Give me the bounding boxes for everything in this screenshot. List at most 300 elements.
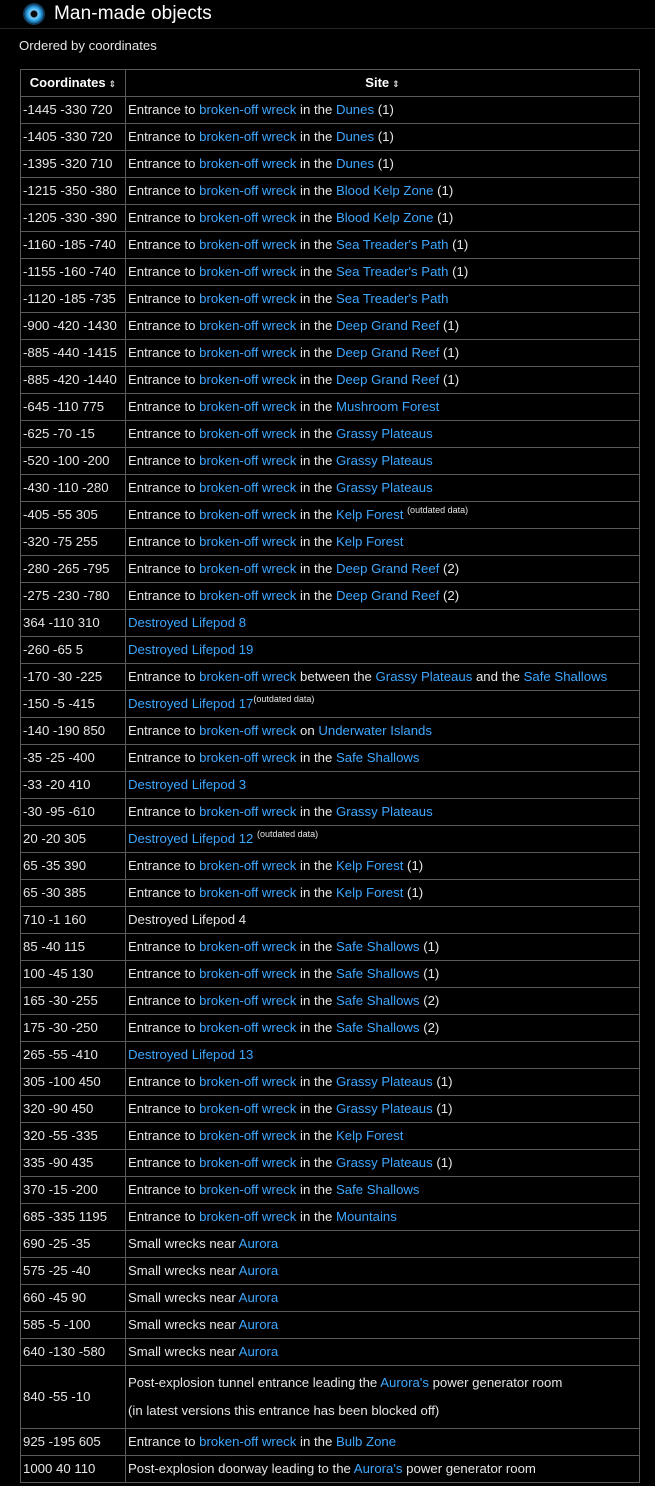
site-text: in the: [296, 1020, 336, 1035]
site-text: in the: [296, 507, 336, 522]
table-row: [21, 259, 640, 286]
site-text: (1): [432, 1074, 453, 1089]
site-cell: [126, 1366, 640, 1429]
coordinates-cell: 925 -195 605: [21, 1429, 126, 1456]
site-link[interactable]: Deep Grand Reef: [335, 372, 440, 387]
site-link[interactable]: Kelp Forest: [335, 507, 404, 522]
site-text: Entrance to: [128, 129, 200, 144]
site-link[interactable]: Aurora: [238, 1290, 279, 1305]
site-cell: [126, 1285, 640, 1312]
outdated-data-note: (outdated data): [407, 505, 469, 515]
site-link[interactable]: broken-off wreck: [199, 1101, 297, 1116]
site-text: in the: [296, 1101, 336, 1116]
site-column-header[interactable]: [126, 70, 640, 97]
site-link[interactable]: Blood Kelp Zone: [335, 183, 434, 198]
sort-description: Ordered by coordinates: [19, 38, 157, 53]
site-cell: [126, 934, 640, 961]
table-row: [21, 853, 640, 880]
coordinates-cell: -1205 -330 -390: [21, 205, 126, 232]
table-row: [21, 1429, 640, 1456]
coordinates-cell: -33 -20 410: [21, 772, 126, 799]
site-link[interactable]: Destroyed Lifepod 8: [128, 615, 247, 630]
page-title: Man-made objects: [54, 3, 212, 24]
site-link[interactable]: Kelp Forest: [335, 534, 404, 549]
site-link[interactable]: broken-off wreck: [199, 588, 297, 603]
table-row: [21, 1231, 640, 1258]
site-cell: [126, 286, 640, 313]
site-link[interactable]: Dunes: [335, 156, 375, 171]
coordinates-header-label: Coordinates: [29, 74, 106, 90]
site-text: Entrance to: [128, 264, 200, 279]
table-row: [21, 691, 640, 718]
site-text: in the: [296, 966, 336, 981]
site-link[interactable]: Grassy Plateaus: [335, 453, 433, 468]
site-cell: [126, 1150, 640, 1177]
site-link[interactable]: Underwater Islands: [318, 723, 432, 738]
site-text: Destroyed Lifepod 4: [128, 912, 247, 927]
site-cell: [126, 1015, 640, 1042]
site-cell: [126, 1456, 640, 1483]
site-link[interactable]: Grassy Plateaus: [335, 804, 433, 819]
coordinates-cell: -35 -25 -400: [21, 745, 126, 772]
table-row: [21, 178, 640, 205]
table-row: [21, 151, 640, 178]
site-link[interactable]: Safe Shallows: [335, 966, 420, 981]
table-row: [21, 367, 640, 394]
table-row: [21, 232, 640, 259]
site-text: (1): [448, 264, 469, 279]
site-text: (1): [432, 1101, 453, 1116]
site-text: (1): [448, 237, 469, 252]
site-link[interactable]: broken-off wreck: [199, 1182, 297, 1197]
site-text: Small wrecks near: [128, 1290, 239, 1305]
site-cell: [126, 610, 640, 637]
site-link[interactable]: Sea Treader's Path: [335, 264, 449, 279]
site-cell: [126, 718, 640, 745]
site-link[interactable]: broken-off wreck: [199, 237, 297, 252]
site-link[interactable]: broken-off wreck: [199, 129, 297, 144]
site-text: in the: [296, 804, 336, 819]
site-text: power generator room: [402, 1461, 536, 1476]
site-text: (1): [374, 129, 394, 144]
site-cell: [126, 232, 640, 259]
site-link[interactable]: Deep Grand Reef: [335, 318, 440, 333]
site-text: Post-explosion doorway leading to the: [128, 1461, 354, 1476]
site-link[interactable]: Bulb Zone: [335, 1434, 397, 1449]
site-link[interactable]: Grassy Plateaus: [335, 1101, 433, 1116]
coordinates-cell: 320 -90 450: [21, 1096, 126, 1123]
site-cell: [126, 556, 640, 583]
site-text: in the: [296, 156, 336, 171]
site-link[interactable]: Aurora: [238, 1317, 279, 1332]
site-cell: [126, 1096, 640, 1123]
site-link[interactable]: broken-off wreck: [199, 534, 297, 549]
site-link[interactable]: Safe Shallows: [335, 939, 420, 954]
site-link[interactable]: Aurora: [238, 1236, 279, 1251]
site-link[interactable]: Mountains: [335, 1209, 397, 1224]
site-cell: [126, 664, 640, 691]
coordinates-cell: 175 -30 -250: [21, 1015, 126, 1042]
site-link[interactable]: Safe Shallows: [523, 669, 608, 684]
site-link[interactable]: Safe Shallows: [335, 750, 420, 765]
coordinates-cell: -1215 -350 -380: [21, 178, 126, 205]
site-text: Entrance to: [128, 804, 200, 819]
site-link[interactable]: Destroyed Lifepod 19: [128, 642, 254, 657]
page-header: [0, 0, 655, 29]
coordinates-cell: -885 -420 -1440: [21, 367, 126, 394]
site-text: (1): [419, 939, 440, 954]
site-link[interactable]: broken-off wreck: [199, 183, 297, 198]
coordinates-cell: -1120 -185 -735: [21, 286, 126, 313]
site-text: in the: [296, 1155, 336, 1170]
coordinates-cell: 575 -25 -40: [21, 1258, 126, 1285]
site-link[interactable]: broken-off wreck: [199, 1434, 297, 1449]
site-cell: [126, 448, 640, 475]
site-text: power generator room: [428, 1375, 563, 1390]
site-text: Entrance to: [128, 1020, 200, 1035]
site-cell: [126, 205, 640, 232]
coordinates-cell: 840 -55 -10: [21, 1366, 126, 1429]
site-link[interactable]: broken-off wreck: [199, 291, 297, 306]
site-cell: [126, 1339, 640, 1366]
site-link[interactable]: broken-off wreck: [199, 372, 297, 387]
table-row: [21, 502, 640, 529]
site-cell: [126, 691, 640, 718]
site-text: (1): [439, 345, 460, 360]
site-cell: [126, 1312, 640, 1339]
table-row: [21, 583, 640, 610]
site-cell: [126, 826, 640, 853]
site-cell: [126, 475, 640, 502]
table-row: [21, 1285, 640, 1312]
site-link[interactable]: Deep Grand Reef: [335, 561, 440, 576]
site-link[interactable]: Dunes: [335, 102, 375, 117]
site-link[interactable]: Blood Kelp Zone: [335, 210, 434, 225]
site-text: in the: [296, 1434, 336, 1449]
coordinates-cell: -885 -440 -1415: [21, 340, 126, 367]
coordinates-cell: 65 -35 390: [21, 853, 126, 880]
coordinates-cell: 640 -130 -580: [21, 1339, 126, 1366]
site-link[interactable]: Kelp Forest: [335, 885, 404, 900]
site-cell: [126, 772, 640, 799]
site-link[interactable]: broken-off wreck: [199, 804, 297, 819]
site-cell: [126, 745, 640, 772]
site-link[interactable]: broken-off wreck: [199, 1128, 297, 1143]
site-link[interactable]: broken-off wreck: [199, 453, 297, 468]
site-text: in the: [296, 129, 336, 144]
coordinates-cell: 710 -1 160: [21, 907, 126, 934]
site-cell: [126, 880, 640, 907]
site-text: Entrance to: [128, 669, 200, 684]
site-link[interactable]: broken-off wreck: [199, 507, 297, 522]
site-link[interactable]: Mushroom Forest: [335, 399, 440, 414]
site-cell: [126, 340, 640, 367]
site-cell: [126, 1069, 640, 1096]
site-link[interactable]: Aurora: [238, 1344, 279, 1359]
coordinates-cell: 100 -45 130: [21, 961, 126, 988]
coordinates-cell: 85 -40 115: [21, 934, 126, 961]
coordinates-cell: -405 -55 305: [21, 502, 126, 529]
camera-lens-icon: [24, 4, 44, 24]
table-row: [21, 394, 640, 421]
site-text: (2): [419, 993, 440, 1008]
coordinates-column-header[interactable]: [21, 70, 126, 97]
objects-table: [20, 69, 640, 1483]
coordinates-cell: -645 -110 775: [21, 394, 126, 421]
site-text: in the: [296, 1074, 336, 1089]
site-cell: [126, 394, 640, 421]
table-row: [21, 1204, 640, 1231]
site-text: on: [296, 723, 319, 738]
site-link[interactable]: Safe Shallows: [335, 1020, 420, 1035]
site-link[interactable]: Destroyed Lifepod 13: [128, 1047, 254, 1062]
site-text: in the: [296, 1128, 336, 1143]
site-link[interactable]: broken-off wreck: [199, 1209, 297, 1224]
site-text: (1): [403, 858, 424, 873]
site-text: in the: [296, 939, 336, 954]
site-cell: [126, 907, 640, 934]
site-text: Entrance to: [128, 372, 200, 387]
site-link[interactable]: Deep Grand Reef: [335, 345, 440, 360]
coordinates-cell: -30 -95 -610: [21, 799, 126, 826]
site-text: Entrance to: [128, 291, 200, 306]
site-link[interactable]: broken-off wreck: [199, 345, 297, 360]
site-link[interactable]: broken-off wreck: [199, 1074, 297, 1089]
site-text: Entrance to: [128, 102, 200, 117]
site-link[interactable]: Safe Shallows: [335, 993, 420, 1008]
site-link[interactable]: broken-off wreck: [199, 993, 297, 1008]
coordinates-cell: -520 -100 -200: [21, 448, 126, 475]
site-cell: [126, 178, 640, 205]
site-link[interactable]: Grassy Plateaus: [335, 426, 433, 441]
table-row: [21, 1015, 640, 1042]
site-text: Entrance to: [128, 1434, 200, 1449]
site-text: Entrance to: [128, 1182, 200, 1197]
table-row: [21, 1096, 640, 1123]
coordinates-cell: -1405 -330 720: [21, 124, 126, 151]
site-text: Entrance to: [128, 723, 200, 738]
site-cell: [126, 1204, 640, 1231]
site-link[interactable]: broken-off wreck: [199, 1020, 297, 1035]
site-cell: [126, 583, 640, 610]
site-cell: [126, 259, 640, 286]
coordinates-cell: 320 -55 -335: [21, 1123, 126, 1150]
table-row: [21, 1150, 640, 1177]
site-link[interactable]: broken-off wreck: [199, 885, 297, 900]
site-link[interactable]: broken-off wreck: [199, 858, 297, 873]
site-text: Entrance to: [128, 1128, 200, 1143]
site-cell: [126, 1177, 640, 1204]
coordinates-cell: -625 -70 -15: [21, 421, 126, 448]
site-link[interactable]: Aurora: [238, 1263, 279, 1278]
site-link[interactable]: broken-off wreck: [199, 480, 297, 495]
coordinates-cell: 165 -30 -255: [21, 988, 126, 1015]
table-row: [21, 610, 640, 637]
site-link[interactable]: Grassy Plateaus: [375, 669, 473, 684]
coordinates-cell: 1000 40 110: [21, 1456, 126, 1483]
site-link[interactable]: broken-off wreck: [199, 750, 297, 765]
site-cell: [126, 799, 640, 826]
table-row: [21, 1312, 640, 1339]
site-link[interactable]: Safe Shallows: [335, 1182, 420, 1197]
table-row: [21, 799, 640, 826]
coordinates-cell: -1395 -320 710: [21, 151, 126, 178]
coordinates-cell: 335 -90 435: [21, 1150, 126, 1177]
site-text: Entrance to: [128, 939, 200, 954]
site-link[interactable]: broken-off wreck: [199, 156, 297, 171]
table-row: [21, 664, 640, 691]
table-row: [21, 745, 640, 772]
table-row: [21, 718, 640, 745]
site-link[interactable]: Dunes: [335, 129, 375, 144]
site-link[interactable]: broken-off wreck: [199, 723, 297, 738]
site-cell: [126, 124, 640, 151]
sort-icon[interactable]: ⇕: [108, 78, 117, 89]
site-link[interactable]: broken-off wreck: [199, 318, 297, 333]
table-row: [21, 1042, 640, 1069]
site-cell: [126, 313, 640, 340]
site-text: Entrance to: [128, 426, 200, 441]
site-text: in the: [296, 399, 336, 414]
site-text: in the: [296, 858, 336, 873]
site-cell: [126, 97, 640, 124]
table-row: [21, 475, 640, 502]
site-text: Small wrecks near: [128, 1344, 239, 1359]
coordinates-cell: -1155 -160 -740: [21, 259, 126, 286]
table-row: [21, 934, 640, 961]
coordinates-cell: -320 -75 255: [21, 529, 126, 556]
site-text: Entrance to: [128, 345, 200, 360]
table-row: [21, 448, 640, 475]
site-link[interactable]: Grassy Plateaus: [335, 480, 433, 495]
site-text: and the: [472, 669, 524, 684]
table-row: [21, 529, 640, 556]
site-link[interactable]: Kelp Forest: [335, 858, 404, 873]
site-text: Entrance to: [128, 750, 200, 765]
site-link[interactable]: Aurora's: [380, 1375, 429, 1390]
site-text: in the: [296, 588, 336, 603]
site-link[interactable]: broken-off wreck: [199, 939, 297, 954]
coordinates-cell: -1445 -330 720: [21, 97, 126, 124]
table-row: [21, 988, 640, 1015]
table-row: [21, 205, 640, 232]
coordinates-cell: 690 -25 -35: [21, 1231, 126, 1258]
site-link[interactable]: broken-off wreck: [199, 264, 297, 279]
site-link[interactable]: Destroyed Lifepod 17: [128, 696, 254, 711]
site-text: (in latest versions this entrance has been blocked off): [128, 1403, 440, 1418]
site-cell: [126, 1231, 640, 1258]
site-link[interactable]: Destroyed Lifepod 12: [128, 831, 254, 846]
site-text: in the: [296, 102, 336, 117]
outdated-data-note: (outdated data): [253, 694, 315, 704]
table-row: [21, 1456, 640, 1483]
site-text: Entrance to: [128, 237, 200, 252]
site-text: in the: [296, 210, 336, 225]
site-text: (1): [433, 210, 454, 225]
site-text: in the: [296, 534, 336, 549]
site-link[interactable]: broken-off wreck: [199, 210, 297, 225]
coordinates-cell: -1160 -185 -740: [21, 232, 126, 259]
site-text: Entrance to: [128, 534, 200, 549]
site-text: in the: [296, 183, 336, 198]
site-link[interactable]: broken-off wreck: [199, 561, 297, 576]
table-row: [21, 340, 640, 367]
site-link[interactable]: Grassy Plateaus: [335, 1074, 433, 1089]
table-row: [21, 1366, 640, 1429]
site-text: Entrance to: [128, 885, 200, 900]
site-link[interactable]: Deep Grand Reef: [335, 588, 440, 603]
table-row: [21, 826, 640, 853]
site-link[interactable]: Sea Treader's Path: [335, 237, 449, 252]
site-text: in the: [296, 885, 336, 900]
site-link[interactable]: broken-off wreck: [199, 669, 297, 684]
site-text: Entrance to: [128, 1155, 200, 1170]
site-cell: [126, 529, 640, 556]
site-text: Entrance to: [128, 1209, 200, 1224]
outdated-data-note: (outdated data): [257, 829, 319, 839]
site-text: (1): [439, 372, 460, 387]
site-text: Entrance to: [128, 453, 200, 468]
site-text: in the: [296, 237, 336, 252]
sort-icon[interactable]: ⇕: [392, 78, 400, 89]
site-link[interactable]: Destroyed Lifepod 3: [128, 777, 247, 792]
site-cell: [126, 1123, 640, 1150]
site-link[interactable]: Kelp Forest: [335, 1128, 404, 1143]
site-text: (1): [374, 156, 394, 171]
site-text: Entrance to: [128, 183, 200, 198]
site-link[interactable]: broken-off wreck: [199, 1155, 297, 1170]
coordinates-cell: 65 -30 385: [21, 880, 126, 907]
coordinates-cell: 660 -45 90: [21, 1285, 126, 1312]
site-text: in the: [296, 993, 336, 1008]
site-text: Entrance to: [128, 561, 200, 576]
site-text: Entrance to: [128, 858, 200, 873]
site-text: in the: [296, 372, 336, 387]
site-text: in the: [296, 453, 336, 468]
site-cell: [126, 151, 640, 178]
site-link[interactable]: Grassy Plateaus: [335, 1155, 433, 1170]
site-link[interactable]: broken-off wreck: [199, 102, 297, 117]
site-text: in the: [296, 750, 336, 765]
site-cell: [126, 1258, 640, 1285]
site-text: in the: [296, 291, 336, 306]
site-text: Entrance to: [128, 318, 200, 333]
site-text: in the: [296, 318, 336, 333]
site-link[interactable]: broken-off wreck: [199, 399, 297, 414]
site-link[interactable]: broken-off wreck: [199, 966, 297, 981]
site-text: (2): [439, 588, 460, 603]
site-cell: [126, 421, 640, 448]
site-cell: [126, 502, 640, 529]
site-text: (1): [433, 183, 454, 198]
site-text: Entrance to: [128, 993, 200, 1008]
table-row: [21, 1177, 640, 1204]
site-text: Entrance to: [128, 588, 200, 603]
site-text: between the: [296, 669, 376, 684]
site-link[interactable]: Aurora's: [353, 1461, 403, 1476]
coordinates-cell: 20 -20 305: [21, 826, 126, 853]
site-link[interactable]: broken-off wreck: [199, 426, 297, 441]
site-text: Small wrecks near: [128, 1263, 239, 1278]
site-text: Entrance to: [128, 399, 200, 414]
site-text: in the: [296, 1182, 336, 1197]
site-header-label: Site: [365, 74, 390, 90]
table-row: [21, 961, 640, 988]
site-text: (1): [403, 885, 424, 900]
site-text: Post-explosion tunnel entrance leading the: [128, 1375, 381, 1390]
table-row: [21, 313, 640, 340]
site-link[interactable]: Sea Treader's Path: [335, 291, 449, 306]
